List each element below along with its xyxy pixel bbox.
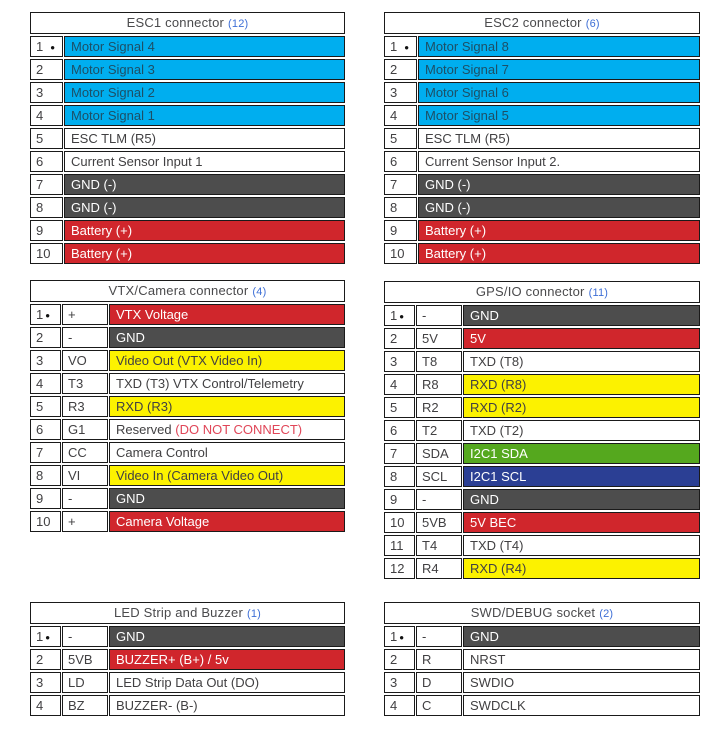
pin-row — [384, 197, 700, 218]
pin-row — [30, 695, 345, 716]
pin-row — [384, 220, 700, 241]
pin-label-cell: VI — [62, 465, 108, 486]
pin-number-cell: 3 — [30, 672, 61, 693]
pin-row — [384, 59, 700, 80]
pin-label-cell: D — [416, 672, 462, 693]
pin-number-cell: 2 — [384, 328, 415, 349]
pin-number-cell: 6 — [30, 151, 63, 172]
pin-number-cell: 6 — [384, 151, 417, 172]
table-title: GPS/IO connector — [475, 284, 585, 299]
pin-number-cell: 3 — [384, 351, 415, 372]
pin-description-cell: Motor Signal 4 — [64, 36, 345, 57]
pin-description-cell: Video Out (VTX Video In) — [109, 350, 345, 371]
pin-number-cell: 8 — [30, 465, 61, 486]
pin-description-cell: GND (-) — [64, 197, 345, 218]
pin-number-cell: 11 — [384, 535, 415, 556]
pin-row — [384, 328, 700, 349]
pin-description-cell: GND (-) — [64, 174, 345, 195]
pin-row — [30, 511, 345, 532]
pin-description-cell: Motor Signal 1 — [64, 105, 345, 126]
pin-label-cell: T3 — [62, 373, 108, 394]
pin-description-cell: BUZZER- (B-) — [109, 695, 345, 716]
pin-row — [30, 304, 345, 325]
pin-number-cell: 3 — [384, 672, 415, 693]
pin-row — [30, 373, 345, 394]
pinout-table-esc1 — [30, 12, 345, 266]
pin-description-cell: RXD (R2) — [463, 397, 700, 418]
pin-description-cell: GND — [109, 488, 345, 509]
table-rows — [30, 304, 345, 532]
table-rows — [384, 626, 700, 716]
pin-number-cell: 3 — [384, 82, 417, 103]
pin-number-cell: 1 ● — [384, 36, 417, 57]
pin-description-cell: TXD (T4) — [463, 535, 700, 556]
pin-number-cell: 8 — [384, 197, 417, 218]
pin-description-cell: Battery (+) — [418, 243, 700, 264]
pin-description-cell: Battery (+) — [64, 220, 345, 241]
pin-number-cell: 7 — [30, 174, 63, 195]
pin-row — [30, 327, 345, 348]
pin-count-badge: (4) — [252, 286, 267, 298]
pin-number-cell: 9 — [30, 220, 63, 241]
pin-number-cell: 2 — [384, 649, 415, 670]
pin-number-cell: 10 — [384, 512, 415, 533]
pin-description-cell: I2C1 SCL — [463, 466, 700, 487]
pin-description-cell: Motor Signal 3 — [64, 59, 345, 80]
pin-label-cell: + — [62, 304, 108, 325]
pin-description-cell: Current Sensor Input 1 — [64, 151, 345, 172]
table-title: VTX/Camera connector — [108, 283, 249, 298]
pin-description-cell: GND — [463, 305, 700, 326]
pin-description-cell: Camera Voltage — [109, 511, 345, 532]
pin-label-cell: - — [62, 327, 108, 348]
pinout-table-esc2 — [384, 12, 700, 266]
pin-description-cell: NRST — [463, 649, 700, 670]
pin-row — [30, 82, 345, 103]
pin-description-cell: GND — [463, 626, 700, 647]
pin-description-cell: Current Sensor Input 2. — [418, 151, 700, 172]
pin-number-cell: 4 — [384, 695, 415, 716]
pin-number-cell: 9 — [384, 220, 417, 241]
pin-row — [30, 419, 345, 440]
pin-number-cell: 7 — [384, 443, 415, 464]
pin-row — [384, 151, 700, 172]
pin-number-cell: 2 — [384, 59, 417, 80]
pin-row — [384, 174, 700, 195]
pin-number-cell: 10 — [30, 243, 63, 264]
pinout-table-swd-debug — [384, 602, 700, 718]
pin-number-cell: 10 — [384, 243, 417, 264]
pin-description-cell: Battery (+) — [418, 220, 700, 241]
pin-description-cell: RXD (R3) — [109, 396, 345, 417]
pin-number-cell: 6 — [30, 419, 61, 440]
pin-description-cell: Reserved (DO NOT CONNECT) — [109, 419, 345, 440]
pin-number-cell: 4 — [30, 373, 61, 394]
pin-number-cell: 7 — [384, 174, 417, 195]
pin-row — [30, 488, 345, 509]
pin-description-cell: 5V BEC — [463, 512, 700, 533]
pin-row — [384, 305, 700, 326]
pin-row — [30, 197, 345, 218]
pin-label-cell: - — [416, 489, 462, 510]
pin-number-cell: 2 — [30, 649, 61, 670]
pin1-marker-dot-icon: ● — [399, 312, 405, 321]
pin-number-cell: 5 — [384, 128, 417, 149]
pin-label-cell: SCL — [416, 466, 462, 487]
pin-number-cell: 2 — [30, 59, 63, 80]
pin-label-cell: - — [62, 488, 108, 509]
pin-label-cell: T4 — [416, 535, 462, 556]
pin-row — [30, 396, 345, 417]
pin-description-cell: SWDIO — [463, 672, 700, 693]
pin-row — [384, 128, 700, 149]
pin-row — [384, 443, 700, 464]
pin-description-cell: Motor Signal 8 — [418, 36, 700, 57]
pin-row — [30, 442, 345, 463]
pin-row — [30, 128, 345, 149]
pin-row — [384, 649, 700, 670]
pin-description-cell: TXD (T8) — [463, 351, 700, 372]
pin-number-cell: 1 ● — [30, 304, 61, 325]
pin-label-cell: R2 — [416, 397, 462, 418]
pin-description-cell: Motor Signal 5 — [418, 105, 700, 126]
pin-description-cell: GND (-) — [418, 197, 700, 218]
pin-row — [30, 105, 345, 126]
pin-description-cell: GND — [463, 489, 700, 510]
pin-row — [384, 82, 700, 103]
pin-row — [30, 672, 345, 693]
pinout-table-vtx-camera — [30, 280, 345, 534]
pin-row — [30, 626, 345, 647]
pin-label-cell: R — [416, 649, 462, 670]
pin-row — [30, 36, 345, 57]
pin-label-cell: BZ — [62, 695, 108, 716]
pin-number-cell: 4 — [30, 695, 61, 716]
pin-row — [384, 105, 700, 126]
table-header — [30, 12, 345, 34]
pin-description-cell: LED Strip Data Out (DO) — [109, 672, 345, 693]
pin-number-cell: 4 — [384, 105, 417, 126]
pin-label-cell: R3 — [62, 396, 108, 417]
table-header — [384, 602, 700, 624]
pin-row — [30, 151, 345, 172]
pin-description-cell: RXD (R8) — [463, 374, 700, 395]
pin-number-cell: 9 — [30, 488, 61, 509]
pin-description-cell: 5V — [463, 328, 700, 349]
pin-label-cell: - — [416, 305, 462, 326]
pin-description-cell: TXD (T2) — [463, 420, 700, 441]
do-not-connect-warning: (DO NOT CONNECT) — [175, 422, 303, 437]
table-title: ESC2 connector — [484, 15, 582, 30]
pin-number-cell: 4 — [30, 105, 63, 126]
pin-description-cell: RXD (R4) — [463, 558, 700, 579]
pin-description-cell: ESC TLM (R5) — [64, 128, 345, 149]
pin-count-badge: (12) — [228, 18, 249, 30]
pin-description-cell: GND (-) — [418, 174, 700, 195]
pin-label-cell: T8 — [416, 351, 462, 372]
pin-number-cell: 12 — [384, 558, 415, 579]
pin-description-cell: Video In (Camera Video Out) — [109, 465, 345, 486]
pin-label-cell: 5VB — [62, 649, 108, 670]
pin-count-badge: (1) — [246, 608, 262, 620]
pinout-table-gps-io — [384, 281, 700, 581]
pin-row — [30, 465, 345, 486]
pin-label-cell: - — [416, 626, 462, 647]
pin-row — [384, 626, 700, 647]
pin-number-cell: 5 — [30, 396, 61, 417]
pin-label-cell: G1 — [62, 419, 108, 440]
pin-label-cell: C — [416, 695, 462, 716]
pin-count-badge: (6) — [585, 18, 600, 30]
pin-number-cell: 6 — [384, 420, 415, 441]
pin-number-cell: 4 — [384, 374, 415, 395]
pin-row — [30, 220, 345, 241]
table-header — [30, 280, 345, 302]
pin-row — [384, 489, 700, 510]
pin-row — [30, 243, 345, 264]
pin-label-cell: VO — [62, 350, 108, 371]
table-title: SWD/DEBUG socket — [470, 605, 596, 620]
pin-label-cell: SDA — [416, 443, 462, 464]
pin-number-cell: 1 ● — [384, 626, 415, 647]
pin-number-cell: 5 — [384, 397, 415, 418]
pin1-marker-dot-icon: ● — [50, 43, 56, 52]
pin-row — [384, 672, 700, 693]
pin-number-cell: 9 — [384, 489, 415, 510]
pin-description-cell: GND — [109, 327, 345, 348]
pin-label-cell: T2 — [416, 420, 462, 441]
pin-row — [30, 350, 345, 371]
pin-label-cell: R4 — [416, 558, 462, 579]
pin-label-cell: R8 — [416, 374, 462, 395]
pin-label-cell: + — [62, 511, 108, 532]
table-header — [30, 602, 345, 624]
pin-description-cell: SWDCLK — [463, 695, 700, 716]
pin-number-cell: 8 — [384, 466, 415, 487]
pin-number-cell: 1 ● — [384, 305, 415, 326]
pin1-marker-dot-icon: ● — [399, 633, 405, 642]
table-header — [384, 12, 700, 34]
pin-label-cell: CC — [62, 442, 108, 463]
pin-number-cell: 5 — [30, 128, 63, 149]
pin1-marker-dot-icon: ● — [404, 43, 410, 52]
pin-row — [384, 36, 700, 57]
table-title: LED Strip and Buzzer — [113, 605, 243, 620]
pin-description-cell: Motor Signal 6 — [418, 82, 700, 103]
pin-row — [30, 649, 345, 670]
pin-row — [384, 535, 700, 556]
pin-description-cell: Battery (+) — [64, 243, 345, 264]
table-title: ESC1 connector — [126, 15, 225, 30]
pin-description-cell: TXD (T3) VTX Control/Telemetry — [109, 373, 345, 394]
pin-row — [384, 420, 700, 441]
pin-count-badge: (2) — [599, 608, 614, 620]
pin-row — [384, 695, 700, 716]
pin-number-cell: 2 — [30, 327, 61, 348]
pin-row — [384, 512, 700, 533]
pin1-marker-dot-icon: ● — [45, 633, 51, 642]
pin-row — [384, 397, 700, 418]
pin-description-cell: GND — [109, 626, 345, 647]
table-rows — [384, 305, 700, 579]
pin-label-cell: 5V — [416, 328, 462, 349]
pin-number-cell: 3 — [30, 82, 63, 103]
pin-number-cell: 8 — [30, 197, 63, 218]
pin-row — [384, 351, 700, 372]
pin-row — [384, 466, 700, 487]
pin-label-cell: LD — [62, 672, 108, 693]
pin-description-cell: Camera Control — [109, 442, 345, 463]
pin-row — [384, 558, 700, 579]
pin-number-cell: 10 — [30, 511, 61, 532]
pin-row — [30, 59, 345, 80]
pin-count-badge: (11) — [588, 287, 609, 299]
pin1-marker-dot-icon: ● — [45, 311, 51, 320]
pin-label-cell: 5VB — [416, 512, 462, 533]
pin-number-cell: 7 — [30, 442, 61, 463]
pin-label-cell: - — [62, 626, 108, 647]
table-rows — [30, 36, 345, 264]
pinout-table-led-buzzer — [30, 602, 345, 718]
pin-description-cell: Motor Signal 7 — [418, 59, 700, 80]
table-rows — [384, 36, 700, 264]
table-rows — [30, 626, 345, 716]
pin-row — [384, 374, 700, 395]
pin-description-cell: VTX Voltage — [109, 304, 345, 325]
pin-number-cell: 1 ● — [30, 36, 63, 57]
pin-number-cell: 1 ● — [30, 626, 61, 647]
table-header — [384, 281, 700, 303]
pin-description-cell: BUZZER+ (B+) / 5v — [109, 649, 345, 670]
pin-description-cell: Motor Signal 2 — [64, 82, 345, 103]
pin-number-cell: 3 — [30, 350, 61, 371]
pin-description-cell: ESC TLM (R5) — [418, 128, 700, 149]
pin-row — [384, 243, 700, 264]
pin-description-cell: I2C1 SDA — [463, 443, 700, 464]
pin-row — [30, 174, 345, 195]
